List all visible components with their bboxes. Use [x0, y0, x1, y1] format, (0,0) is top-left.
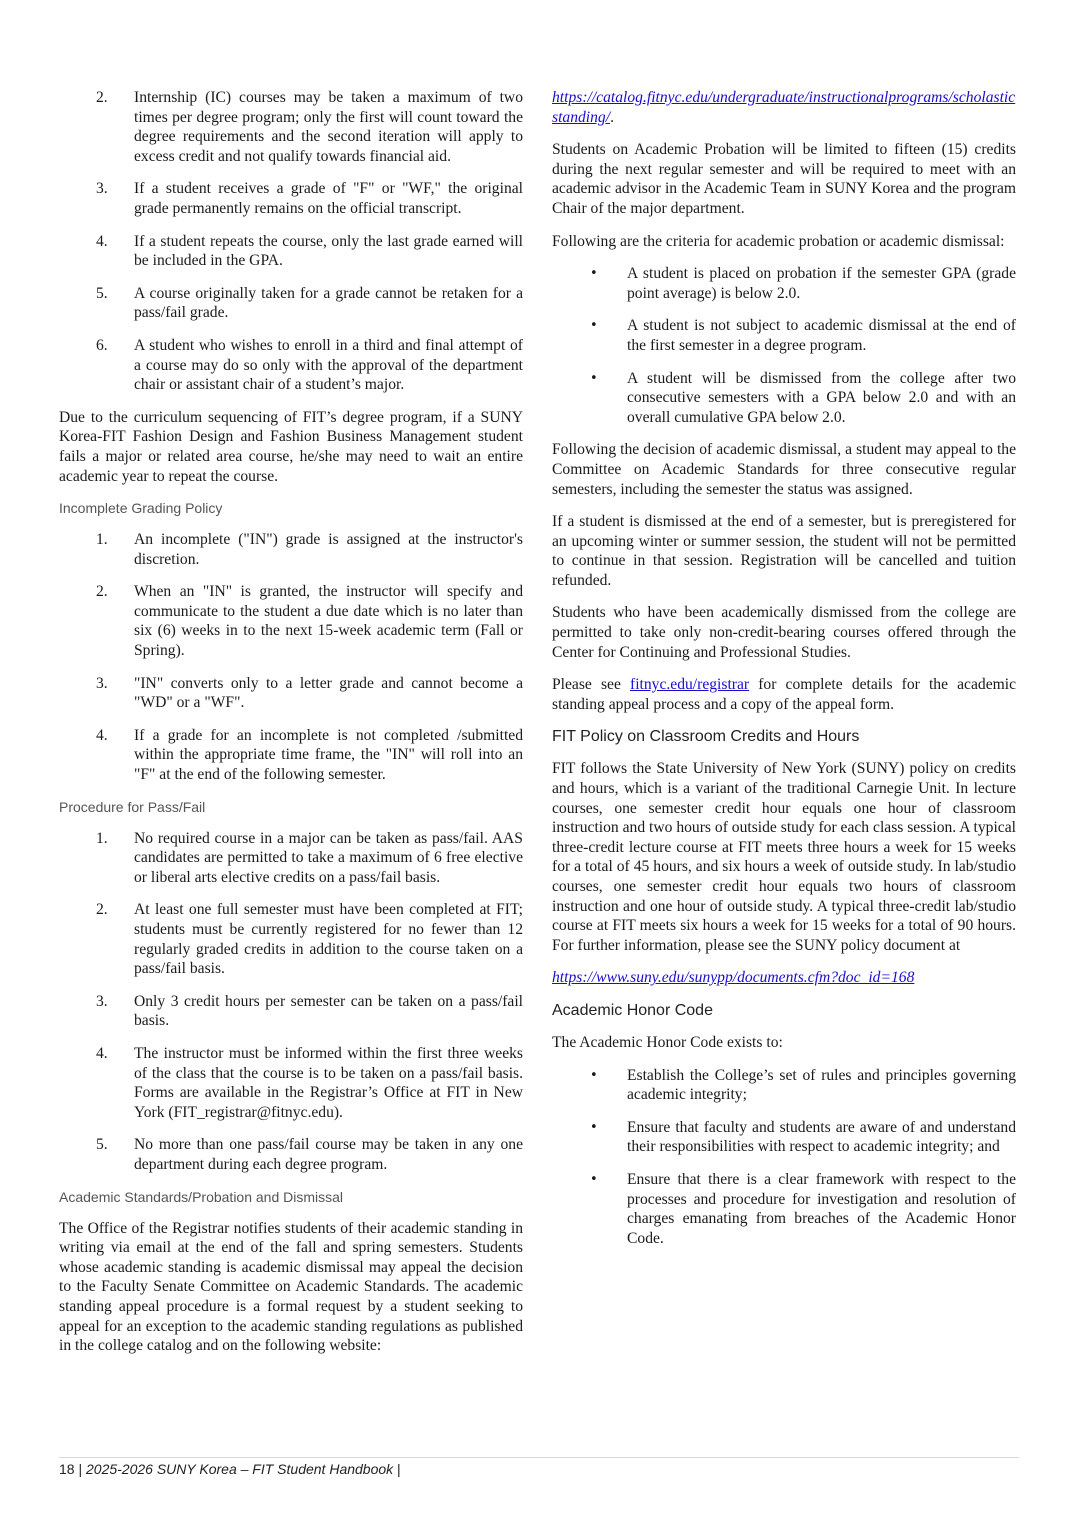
- bullet-icon: •: [590, 1171, 598, 1187]
- registrar-text-before: Please see: [552, 676, 631, 694]
- academic-standards-heading: Academic Standards/Probation and Dismissal: [59, 1188, 344, 1205]
- list-number: 2.: [96, 901, 108, 919]
- list-item-text: A course originally taken for a grade cannot be retaken for a pass/fail grade.: [134, 284, 523, 322]
- list-item: [59, 674, 523, 713]
- registrar-notice-paragraph: The Office of the Registrar notifies students of their academic standing in writing via email at the end of the fall and spring semesters. Students whose academic standing is academic dismissal may appeal the decision to the Faculty Senate Committee on Academic Standards. The academic standing appeal procedure is a formal request by a student seeking to appeal for an exception to the academic standing regulations as published in the college catalog and on the following website:: [59, 1219, 523, 1355]
- right-column: [552, 88, 1016, 1261]
- catalog-link[interactable]: https://catalog.fitnyc.edu/undergraduate/instructionalprograms/scholasticstanding/: [552, 89, 1016, 126]
- list-item: [59, 530, 523, 569]
- list-item: [59, 829, 523, 888]
- list-item-text: A student will be dismissed from the college after two consecutive semesters with a GPA below 2.0 and with an overall cumulative GPA below 2.0.: [627, 369, 1016, 426]
- criteria-list: [552, 264, 1016, 427]
- appeal-paragraph: Following the decision of academic dismissal, a student may appeal to the Committee on Academic Standards for three consecutive regular semesters, including the semester the status was assigned.: [552, 441, 1016, 498]
- list-item: [552, 264, 1016, 303]
- honor-code-intro: The Academic Honor Code exists to:: [552, 1033, 783, 1051]
- credits-hours-heading: FIT Policy on Classroom Credits and Hours: [552, 728, 860, 746]
- registrar-link-paragraph: [552, 675, 1016, 714]
- bullet-icon: •: [590, 266, 598, 282]
- list-item: [59, 1044, 523, 1122]
- list-item: [552, 1066, 1016, 1105]
- list-item-text: A student is not subject to academic dismissal at the end of the first semester in a degree program.: [627, 317, 1016, 354]
- footer-trailing-separator: |: [393, 1461, 401, 1477]
- list-item-text: If a grade for an incomplete is not completed /submitted within the appropriate time frame, the "IN" will roll into an "F" at the end of the following semester.: [134, 726, 523, 784]
- list-number: 3.: [96, 180, 108, 198]
- list-item: [552, 316, 1016, 355]
- curriculum-paragraph: Due to the curriculum sequencing of FIT’s degree program, if a SUNY Korea-FIT Fashion Design and Fashion Business Management student fails a major or related area course, he/she may need to wait an entire academic year to repeat the course.: [59, 408, 523, 485]
- bullet-icon: •: [590, 370, 598, 386]
- session-paragraph: If a student is dismissed at the end of a semester, but is preregistered for an upcoming winter or summer session, the student will not be permitted to continue in that session. Registration will be cancelled and tuition refunded.: [552, 513, 1016, 589]
- list-item-text: A student is placed on probation if the semester GPA (grade point average) is below 2.0.: [627, 265, 1016, 302]
- honor-code-list: [552, 1066, 1016, 1249]
- list-item-text: Establish the College’s set of rules and principles governing academic integrity;: [627, 1066, 1016, 1104]
- probation-paragraph: Students on Academic Probation will be limited to fifteen (15) credits during the next regular semester and will be required to meet with an academic advisor in the Academic Team in SUNY Korea and the program Chair of the major department.: [552, 141, 1016, 217]
- suny-link-paragraph: [552, 968, 1016, 988]
- list-item-text: At least one full semester must have been completed at FIT; students must be currently registered for no fewer than 12 regularly graded credits in addition to the course taken on a pass/fail basis.: [134, 901, 523, 978]
- honor-code-heading: Academic Honor Code: [552, 1001, 713, 1019]
- bullet-icon: •: [590, 318, 598, 334]
- list-item-text: An incomplete ("IN") grade is assigned at the instructor's discretion.: [134, 531, 523, 568]
- list-number: 1.: [96, 829, 108, 847]
- list-item-text: If a student receives a grade of "F" or "WF," the original grade permanently remains on the official transcript.: [134, 180, 523, 217]
- footer-divider: [59, 1457, 1019, 1458]
- credits-hours-paragraph: FIT follows the State University of New York (SUNY) policy on credits and hours, which is a variant of the traditional Carnegie Unit. In lecture courses, one semester credit hour equals one hour of classroom instruction and two hours of outside study for each class session. A typical three-credit lecture course at FIT meets three hours a week for 15 weeks for a total of 45 hours, and six hours a week of outside study. In lab/studio courses, one semester credit hour equals two hours of classroom instruction and one hour of outside study. A typical three-credit lab/studio course at FIT meets six hours a week for 15 weeks for a total of 90 hours. For further information, please see the SUNY policy document at: [552, 760, 1016, 954]
- catalog-link-suffix: .: [610, 108, 614, 126]
- suny-policy-link[interactable]: https://www.suny.edu/sunypp/documents.cfm?doc_id=168: [552, 969, 915, 987]
- catalog-link-paragraph: [552, 88, 1016, 127]
- list-item: [552, 369, 1016, 428]
- list-item: [59, 582, 523, 660]
- registrar-text-after: for complete details for the academic standing appeal process and a copy of the appeal form.: [552, 676, 1017, 713]
- list-number: 2.: [96, 89, 108, 106]
- list-number: 4.: [96, 726, 108, 744]
- left-column: [59, 88, 523, 1369]
- list-number: 1.: [96, 531, 108, 549]
- bullet-icon: •: [590, 1067, 598, 1083]
- list-item-text: No required course in a major can be taken as pass/fail. AAS candidates are permitted to take a maximum of 6 free elective or liberal arts elective credits on a pass/fail basis.: [134, 829, 523, 886]
- bullet-icon: •: [590, 1119, 598, 1135]
- repeat-course-list: [59, 88, 523, 395]
- list-number: 5.: [96, 1136, 108, 1154]
- list-item-text: When an "IN" is granted, the instructor will specify and communicate to the student a due date which is no later than six (6) weeks in to the next 15-week academic term (Fall or Spring).: [134, 583, 523, 660]
- list-item: [59, 1135, 523, 1174]
- list-number: 5.: [96, 284, 108, 302]
- list-item-text: A student who wishes to enroll in a third and final attempt of a course may do so only with the approval of the department chair or assistant chair of a student’s major.: [134, 336, 523, 394]
- list-number: 3.: [96, 992, 108, 1010]
- list-number: 2.: [96, 583, 108, 601]
- list-item-text: Ensure that there is a clear framework with respect to the processes and procedure for investigation and resolution of charges emanating from breaches of the Academic Honor Code.: [627, 1170, 1016, 1247]
- list-number: 4.: [96, 1044, 108, 1062]
- list-number: 6.: [96, 336, 108, 354]
- list-item: [552, 1170, 1016, 1248]
- list-number: 3.: [96, 674, 108, 692]
- list-item-text: Ensure that faculty and students are aware of and understand their responsibilities with respect to academic integrity; and: [627, 1118, 1016, 1156]
- handbook-title: 2025-2026 SUNY Korea – FIT Student Handbook: [86, 1461, 394, 1477]
- list-item: [552, 1118, 1016, 1157]
- list-item-text: Internship (IC) courses may be taken a maximum of two times per degree program; only the first will count toward the degree requirements and the second iteration will apply to excess credit and not qualify towards financial aid.: [134, 89, 523, 165]
- page-number: 18: [59, 1461, 75, 1477]
- list-item: [59, 88, 523, 166]
- list-item: [59, 336, 523, 395]
- criteria-intro: Following are the criteria for academic probation or academic dismissal:: [552, 232, 1005, 250]
- footer-separator: |: [74, 1461, 86, 1477]
- incomplete-grading-heading: Incomplete Grading Policy: [59, 500, 223, 517]
- list-item-text: The instructor must be informed within the first three weeks of the class that the course is to be taken on a pass/fail basis. Forms are available in the Registrar’s Office at FIT in New York (FIT_registrar@fitnyc.edu).: [134, 1044, 523, 1121]
- list-item: [59, 900, 523, 978]
- page-footer: [59, 1461, 401, 1477]
- list-item-text: Only 3 credit hours per semester can be taken on a pass/fail basis.: [134, 992, 523, 1030]
- list-item: [59, 232, 523, 271]
- list-number: 4.: [96, 232, 108, 250]
- pass-fail-list: [59, 829, 523, 1175]
- incomplete-list: [59, 530, 523, 785]
- pass-fail-heading: Procedure for Pass/Fail: [59, 798, 206, 815]
- list-item: [59, 284, 523, 323]
- list-item: [59, 179, 523, 218]
- list-item-text: "IN" converts only to a letter grade and cannot become a "WD" or a "WF".: [134, 674, 523, 712]
- noncredit-paragraph: Students who have been academically dismissed from the college are permitted to take only non-credit-bearing courses offered through the Center for Continuing and Professional Studies.: [552, 604, 1016, 661]
- list-item: [59, 726, 523, 785]
- list-item: [59, 992, 523, 1031]
- registrar-link[interactable]: fitnyc.edu/registrar: [630, 676, 750, 694]
- list-item-text: If a student repeats the course, only the last grade earned will be included in the GPA.: [134, 232, 523, 270]
- list-item-text: No more than one pass/fail course may be taken in any one department during each degree program.: [134, 1136, 523, 1173]
